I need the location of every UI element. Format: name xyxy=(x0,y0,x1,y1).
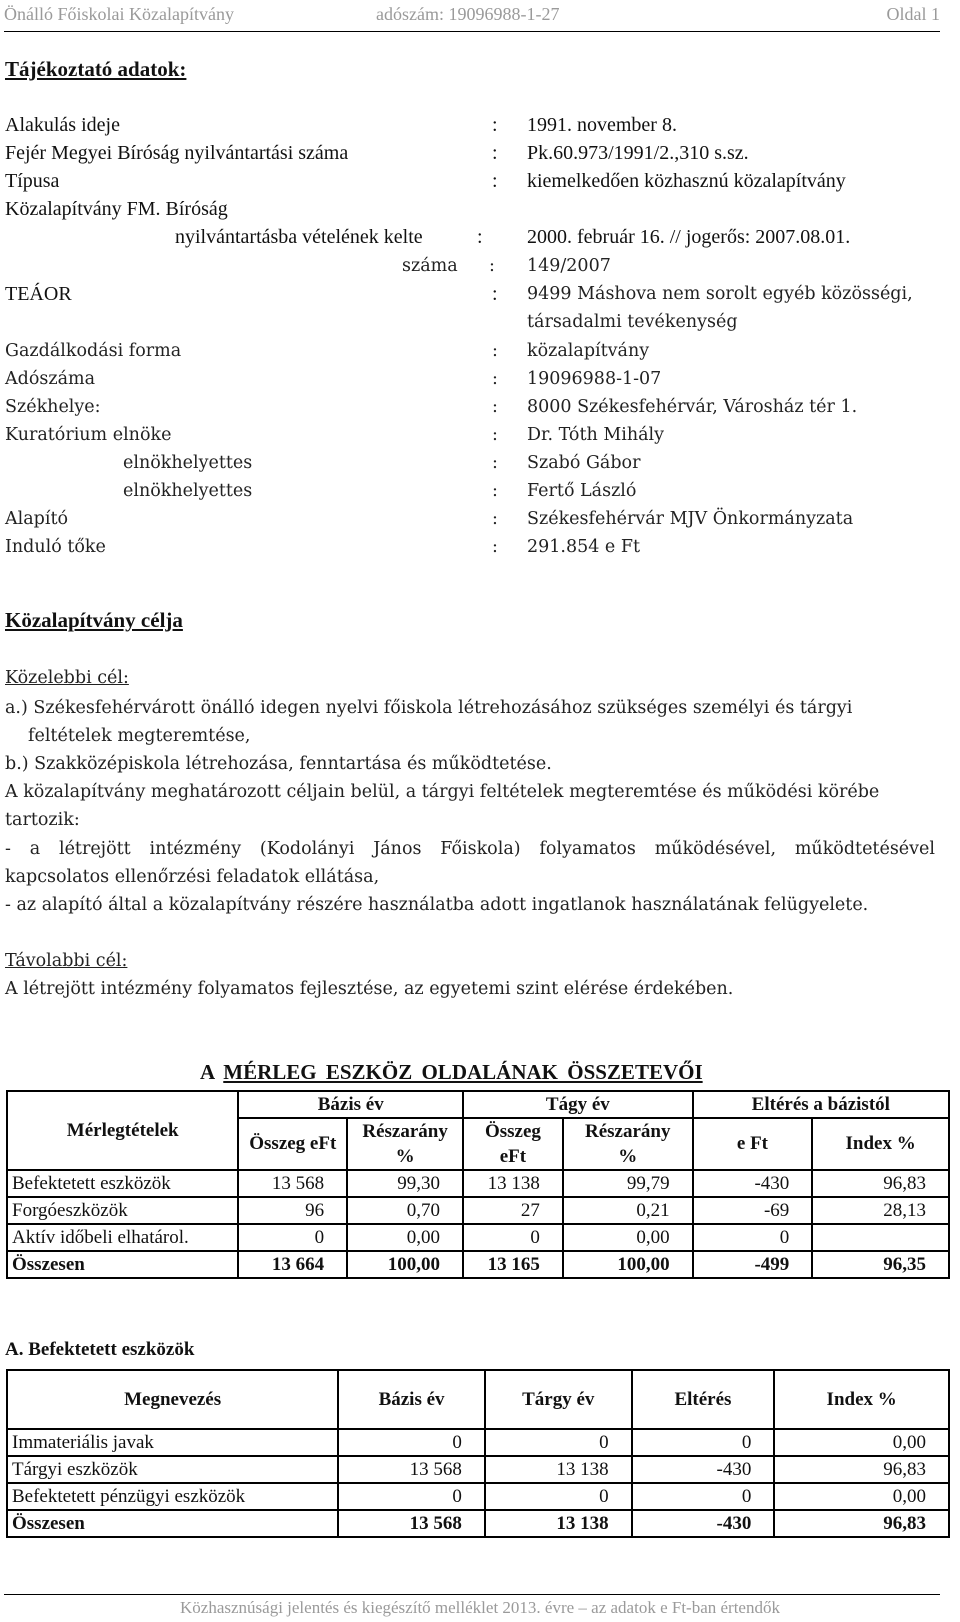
col-header-base-year: Bázis év xyxy=(338,1370,485,1429)
goal-a-line-2: feltételek megteremtése, xyxy=(28,726,251,746)
col-header-diff: Eltérés xyxy=(632,1370,775,1429)
col-header-target-share-unit: % xyxy=(563,1144,693,1170)
table-row: Forgóeszközök 96 0,70 27 0,21 -69 28,13 xyxy=(7,1197,949,1224)
goal-para-1-line-1: A közalapítvány meghatározott céljain belül, a tárgyi feltételek megteremtése és működési körébe xyxy=(5,782,880,802)
col-header-items: Mérlegtételek xyxy=(7,1091,238,1170)
fixed-header-row xyxy=(7,1370,949,1429)
col-header-index: Index % xyxy=(774,1370,949,1429)
table-row: Tárgyi eszközök 13 568 13 138 -430 96,83 xyxy=(7,1456,949,1483)
info-title: Tájékoztató adatok: xyxy=(5,57,187,81)
col-header-target-year: Tárgy év xyxy=(485,1370,632,1429)
page-footer: Közhasznúsági jelentés és kiegészítő melléklet 2013. évre – az adatok e Ft-ban értendők xyxy=(180,1598,780,1617)
goal-para-2-line-2: kapcsolatos ellenőrzési feladatok ellátása, xyxy=(5,867,380,887)
goal-para-3: - az alapító által a közalapítvány részére használatba adott ingatlanok használatának felügyelete. xyxy=(5,895,869,915)
col-header-diff: Eltérés a bázistól xyxy=(693,1091,949,1118)
col-header-name: Megnevezés xyxy=(7,1370,338,1429)
goal-para-2-line-1: - a létrejött intézmény (Kodolányi János Főiskola) folyamatos működésével, működtetésével xyxy=(5,839,935,859)
goal-a-line-1: a.) Székesfehérvárott önálló idegen nyelvi főiskola létrehozásához szükséges személyi és tárgyi xyxy=(5,698,853,718)
col-header-target-sum: Összeg xyxy=(463,1118,563,1144)
header-tax-number: adószám: 19096988-1-27 xyxy=(376,4,560,24)
table-row: Befektetett eszközök 13 568 99,30 13 138 99,79 -430 96,83 xyxy=(7,1170,949,1197)
far-goal-text: A létrejött intézmény folyamatos fejlesztése, az egyetemi szint elérése érdekében. xyxy=(5,979,734,999)
col-header-diff-eft: e Ft xyxy=(693,1118,813,1170)
col-header-base-year: Bázis év xyxy=(238,1091,463,1118)
goals-title: Közalapítvány célja xyxy=(5,608,183,632)
col-header-target-sum-unit: eFt xyxy=(463,1144,563,1170)
header-page-number: Oldal 1 xyxy=(886,4,940,24)
col-header-base-sum: Összeg eFt xyxy=(238,1118,347,1170)
footer-rule xyxy=(4,1594,940,1595)
table-total-row: Összesen 13 664 100,00 13 165 100,00 -499 96,35 xyxy=(7,1251,949,1278)
near-goal-title: Közelebbi cél: xyxy=(5,668,129,688)
balance-header-row-1 xyxy=(7,1091,949,1118)
balance-caption: A MÉRLEG ESZKÖZ OLDALÁNAK ÖSSZETEVŐI xyxy=(200,1060,703,1084)
header-rule xyxy=(4,31,940,32)
page-header xyxy=(4,2,940,28)
goal-b-line: b.) Szakközépiskola létrehozása, fenntartása és működtetése. xyxy=(5,754,552,774)
col-header-index: Index % xyxy=(812,1118,949,1170)
col-header-base-share: Részarány xyxy=(347,1118,463,1144)
table-row: Befektetett pénzügyi eszközök 0 0 0 0,00 xyxy=(7,1483,949,1510)
balance-table xyxy=(6,1090,950,1279)
header-org: Önálló Főiskolai Közalapítvány xyxy=(4,4,234,24)
fixed-assets-table xyxy=(6,1369,950,1538)
table-row: Aktív időbeli elhatárol. 0 0,00 0 0,00 0 xyxy=(7,1224,949,1251)
col-header-target-year: Tágy év xyxy=(463,1091,693,1118)
col-header-target-share: Részarány xyxy=(563,1118,693,1144)
table-total-row: Összesen 13 568 13 138 -430 96,83 xyxy=(7,1510,949,1537)
goal-para-1-line-2: tartozik: xyxy=(5,810,80,830)
fixed-assets-title: A. Befektetett eszközök xyxy=(5,1339,195,1360)
table-row: Immateriális javak 0 0 0 0,00 xyxy=(7,1429,949,1456)
far-goal-title: Távolabbi cél: xyxy=(5,951,128,971)
col-header-base-share-unit: % xyxy=(347,1144,463,1170)
